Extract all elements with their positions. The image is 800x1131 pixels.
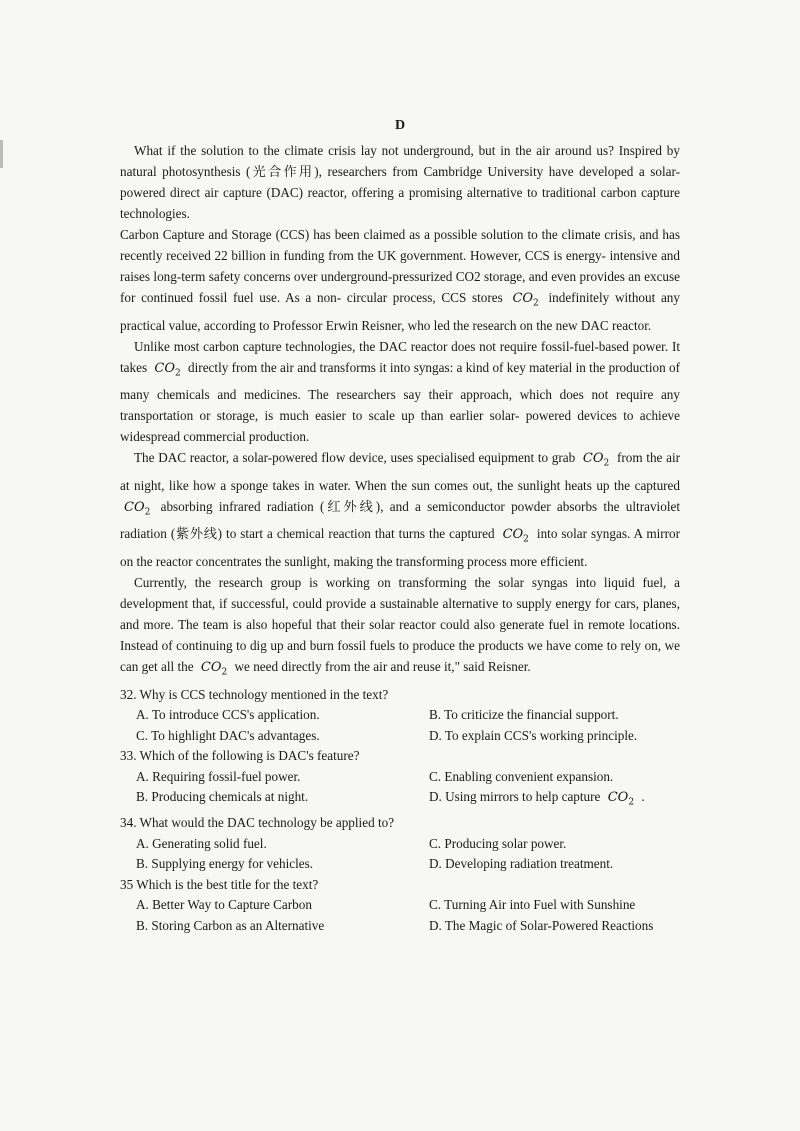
- answer-option-text: C. Producing solar power.: [429, 835, 567, 851]
- answer-option: [136, 705, 429, 726]
- answer-option: [136, 916, 429, 937]
- co2-formula-main: CO: [154, 360, 176, 376]
- co2-formula-main: CO: [582, 451, 604, 467]
- answer-option: [136, 834, 429, 855]
- question-stem: 33. Which of the following is DAC's feature?: [120, 748, 360, 764]
- co2-formula: [604, 790, 638, 808]
- answer-option: [429, 726, 680, 747]
- passage-paragraph: [120, 140, 680, 224]
- answer-option: D. Using mirrors to help capture $CO_2$ .: [429, 789, 645, 808]
- question-stem: 34. What would the DAC technology be applied to?: [120, 815, 395, 831]
- answer-option: [429, 895, 680, 916]
- answer-option: [136, 767, 429, 788]
- co2-formula: [499, 527, 533, 545]
- question-stem: 32. Why is CCS technology mentioned in the text?: [120, 686, 389, 702]
- paragraph-text: Unlike most carbon capture technologies, the DAC reactor does not require fossil-fuel-based power. It takes: [120, 338, 680, 375]
- co2-formula-main: CO: [124, 499, 145, 515]
- answer-option-text: A. Requiring fossil-fuel power.: [136, 768, 301, 784]
- answer-option-text: B. Producing chemicals at night.: [136, 789, 309, 805]
- co2-formula: [508, 291, 542, 309]
- answer-option: [136, 854, 429, 875]
- co2-formula: [197, 659, 231, 678]
- answer-option-text: C. Turning Air into Fuel with Sunshine: [429, 897, 636, 913]
- answer-option: [136, 895, 429, 916]
- co2-formula-main: CO: [512, 291, 534, 306]
- co2-formula-main: CO: [607, 790, 629, 806]
- answer-option-text: C. Enabling convenient expansion.: [429, 768, 614, 784]
- paragraph-text: directly from the air and transforms it into syngas: a kind of key material in the production of many chemicals and medicines. The researchers say their approach, which does not require any transportation or storage, is much easier to scale up than earlier solar- powered devices to achieve widespread commercial production.: [120, 359, 680, 445]
- co2-formula: [120, 499, 154, 518]
- answer-options: [120, 767, 680, 814]
- reading-passage: [120, 140, 680, 684]
- co2-formula: [150, 360, 184, 379]
- co2-formula-main: CO: [200, 659, 222, 675]
- answer-options: [120, 705, 680, 746]
- answer-option-text: D. The Magic of Solar-Powered Reactions: [429, 917, 654, 933]
- paragraph-text: The DAC reactor, a solar-powered flow device, uses specialised equipment to grab: [134, 450, 579, 466]
- answer-option-text: B. Storing Carbon as an Alternative: [136, 917, 325, 933]
- paragraph-text: into solar syngas. A mirror on the reactor concentrates the sunlight, making the transforming process more efficient.: [120, 526, 681, 569]
- paragraph-text: absorbing infrared radiation (红外线), and a semiconductor powder absorbs the ultraviolet radiation (紫外线) to start a chemical reaction that turns the captured: [120, 498, 680, 542]
- co2-formula-subscript: 2: [144, 507, 151, 518]
- answer-option: [136, 787, 429, 813]
- answer-option-text: C. To highlight DAC's advantages.: [136, 727, 320, 743]
- answer-options: [120, 895, 680, 936]
- answer-option-text: D. To explain CCS's working principle.: [429, 727, 638, 743]
- answer-option-text: D. Developing radiation treatment.: [429, 856, 614, 872]
- answer-option: [136, 726, 429, 747]
- passage-paragraph: [120, 224, 680, 336]
- answer-option-text: A. Generating solid fuel.: [136, 835, 267, 851]
- passage-paragraph: [120, 336, 680, 448]
- answer-options: [120, 834, 680, 875]
- answer-option-text: B. Supplying energy for vehicles.: [136, 856, 314, 872]
- question-list: [120, 685, 680, 937]
- scan-mark: [0, 140, 3, 168]
- answer-option-text: B. To criticize the financial support.: [429, 707, 619, 723]
- co2-formula-subscript: 2: [221, 667, 228, 678]
- co2-formula-main: CO: [502, 527, 524, 543]
- answer-option: [429, 767, 680, 788]
- co2-formula-subscript: 2: [628, 797, 635, 808]
- answer-option-text: A. To introduce CCS's application.: [136, 707, 320, 723]
- co2-formula-subscript: 2: [523, 534, 529, 545]
- passage-paragraph: [120, 572, 680, 684]
- answer-option: [429, 916, 680, 937]
- answer-option: [429, 834, 680, 855]
- paragraph-text: from the air at night, like how a sponge takes in water. When the sun comes out, the sunlight heats up the captured: [120, 450, 680, 493]
- co2-formula-subscript: 2: [603, 458, 610, 469]
- co2-formula-subscript: 2: [175, 368, 181, 379]
- paragraph-text: we need directly from the air and reuse it," said Reisner.: [231, 658, 531, 674]
- passage-paragraph: [120, 447, 680, 572]
- co2-formula: [579, 451, 613, 469]
- question-stem: 35 Which is the best title for the text?: [120, 876, 319, 892]
- answer-option: [429, 705, 680, 726]
- answer-option-text: D. Using mirrors to help capture: [429, 789, 604, 805]
- section-heading: D: [394, 118, 406, 133]
- paragraph-text: Carbon Capture and Storage (CCS) has been claimed as a possible solution to the climate crisis, and has recently received 22 billion in funding from the UK government. However, CCS is energy- intensive and raises long-term safety concerns over underground-pressurized CO2 storage, and even provides an excuse for continued fossil fuel use. As a non- circular process, CCS stores: [120, 227, 680, 305]
- co2-formula-subscript: 2: [533, 298, 539, 309]
- paragraph-text: Currently, the research group is working on transforming the solar syngas into liquid fuel, a development that, if successful, could provide a sustainable alternative to supply energy for cars, planes, and more. The team is also hopeful that their solar reactor could also generate fuel in remote locations. Instead of continuing to dig up and burn fossil fuels to produce the products we have come to rely on, we can get all the: [120, 574, 680, 674]
- paragraph-text: What if the solution to the climate crisis lay not underground, but in the air around us? Inspired by natural photosynthesis (光合作用), researchers from Cambridge University have developed a solar-powered direct air capture (DAC) reactor, offering a promising alternative to traditional carbon capture technologies.: [120, 143, 680, 221]
- answer-option: [429, 854, 680, 875]
- answer-option-text: A. Better Way to Capture Carbon: [136, 897, 312, 913]
- paragraph-text: indefinitely without any practical value, according to Professor Erwin Reisner, who led the research on the new DAC reactor.: [120, 290, 680, 333]
